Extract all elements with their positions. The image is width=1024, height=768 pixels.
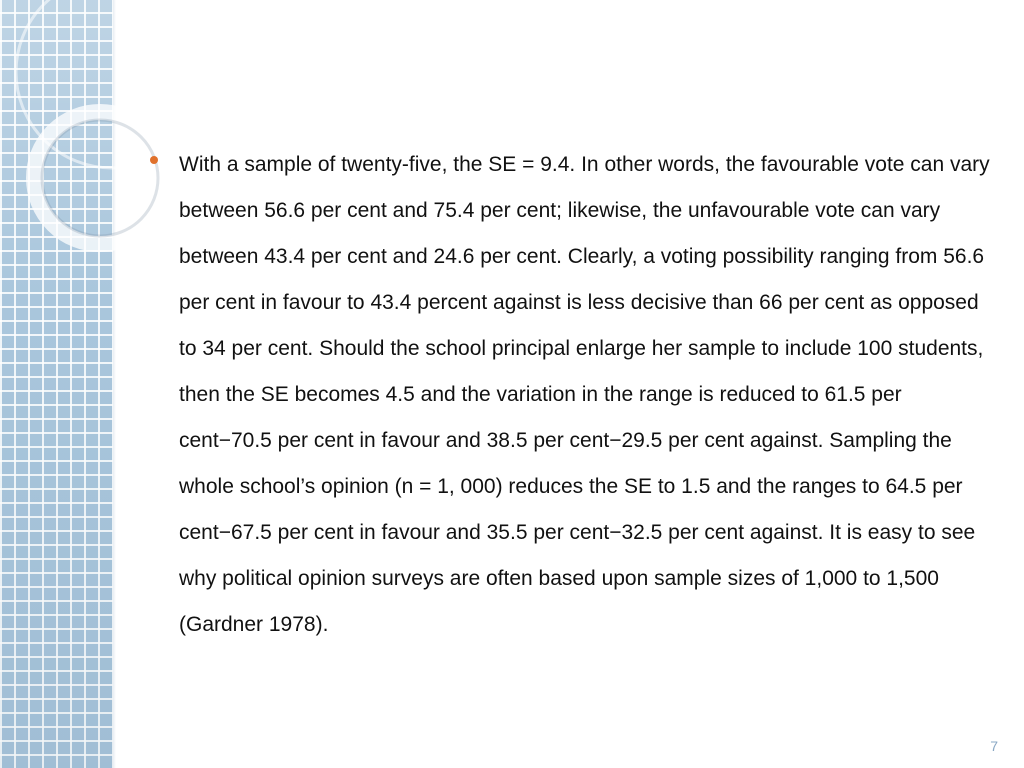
bullet-icon [150, 156, 158, 164]
page-number: 7 [990, 738, 998, 754]
slide-body [150, 142, 990, 648]
small-ring-shadow [42, 120, 158, 236]
small-ring-outer [34, 112, 166, 244]
body-paragraph: With a sample of twenty-five, the SE = 9.4. In other words, the favourable vote can vary between 56.6 per cent and 75.4 per cent; likewise, the unfavourable vote can vary between 43.4 per cent and 24.6 per cent. Clearly, a voting possibility ranging from 56.6 per cent in favour to 43.4 percent against is less decisive than 66 per cent as opposed to 34 per cent. Should the school principal enlarge her sample to include 100 students, then the SE becomes 4.5 and the variation in the range is reduced to 61.5 per cent−70.5 per cent in favour and 38.5 per cent−29.5 per cent against. Sampling the whole school’s opinion (n = 1, 000) reduces the SE to 1.5 and the ranges to 64.5 per cent−67.5 per cent in favour and 35.5 per cent−32.5 per cent against. It is easy to see why political opinion surveys are often based upon sample sizes of 1,000 to 1,500 (Gardner 1978). [179, 153, 990, 636]
